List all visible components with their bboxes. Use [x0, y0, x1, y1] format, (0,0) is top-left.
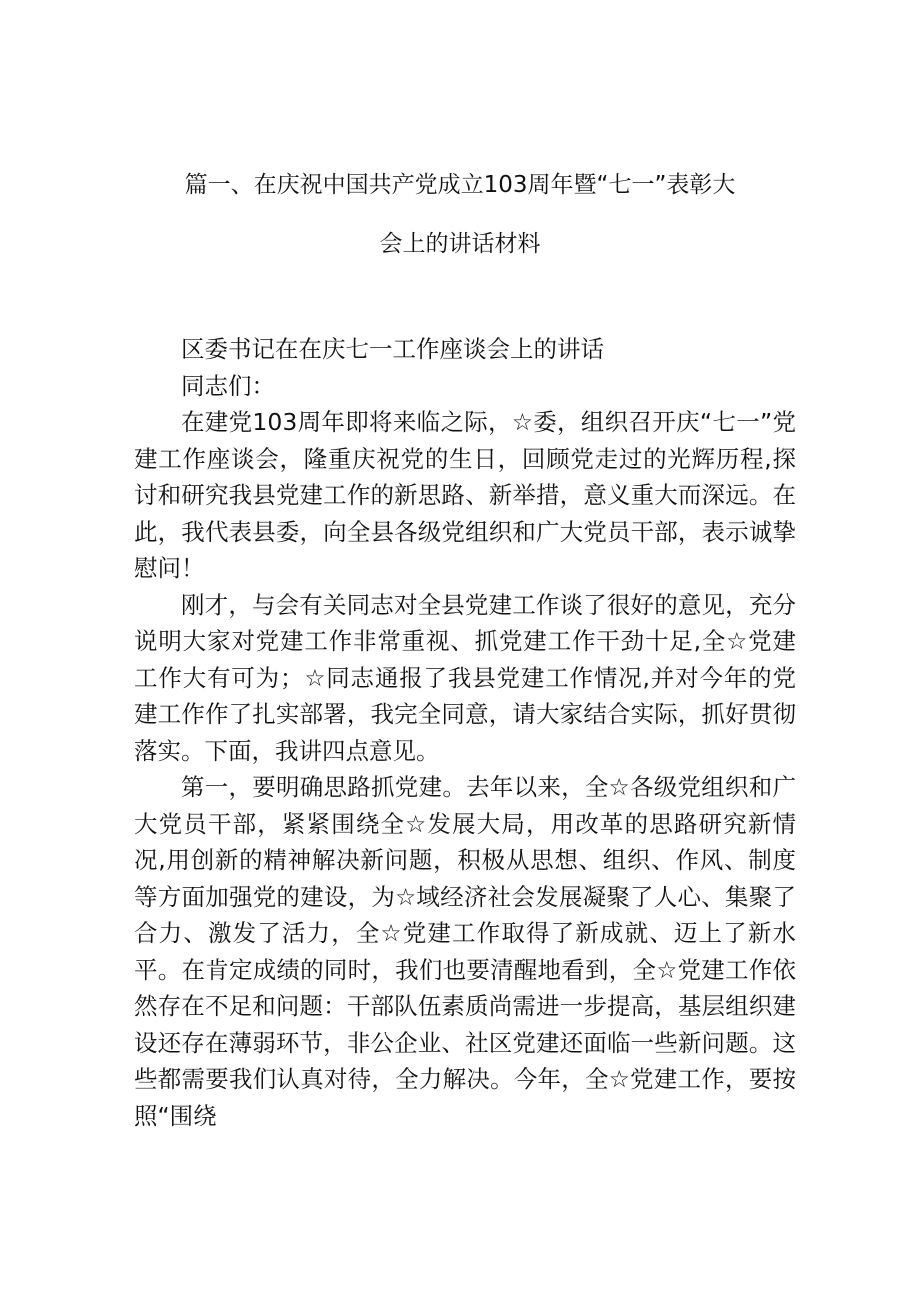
body-paragraph-1: 在建党103周年即将来临之际，☆委，组织召开庆“七一”党建工作座谈会，隆重庆祝党的生日，回顾党走过的光辉历程,探讨和研究我县党建工作的新思路、新举措，意义重大而深远。在此，我代表县委，向全县各级党组织和广大党员干部，表示诚挚慰问！	[134, 408, 796, 582]
document-body	[134, 331, 796, 1134]
document-title-line-2: 会上的讲话材料	[379, 231, 541, 257]
body-paragraph-3: 第一，要明确思路抓党建。去年以来，全☆各级党组织和广大党员干部，紧紧围绕全☆发展大局，用改革的思路研究新情况,用创新的精神解决新问题，积极从思想、组织、作风、制度等方面加强党的建设，为☆域经济社会发展凝聚了人心、集聚了合力、激发了活力，全☆党建工作取得了新成就、迈上了新水平。在肯定成绩的同时，我们也要清醒地看到，全☆党建工作依然存在不足和问题：干部队伍素质尚需进一步提高，基层组织建设还存在薄弱环节，非公企业、社区党建还面临一些新问题。这些都需要我们认真对待，全力解决。今年，全☆党建工作，要按照“围绕	[134, 773, 796, 1130]
salutation: 同志们：	[181, 371, 275, 400]
speech-subtitle: 区委书记在在庆七一工作座谈会上的讲话	[181, 335, 604, 363]
document-title-line-1: 篇一、在庆祝中国共产党成立103周年暨“七一”表彰大	[184, 172, 736, 198]
body-paragraph-2: 刚才，与会有关同志对全县党建工作谈了很好的意见，充分说明大家对党建工作非常重视、抓党建工作干劲十足,全☆党建工作大有可为；☆同志通报了我县党建工作情况,并对今年的党建工作作了扎实部署，我完全同意，请大家结合实际，抓好贯彻落实。下面，我讲四点意见。	[134, 590, 796, 765]
